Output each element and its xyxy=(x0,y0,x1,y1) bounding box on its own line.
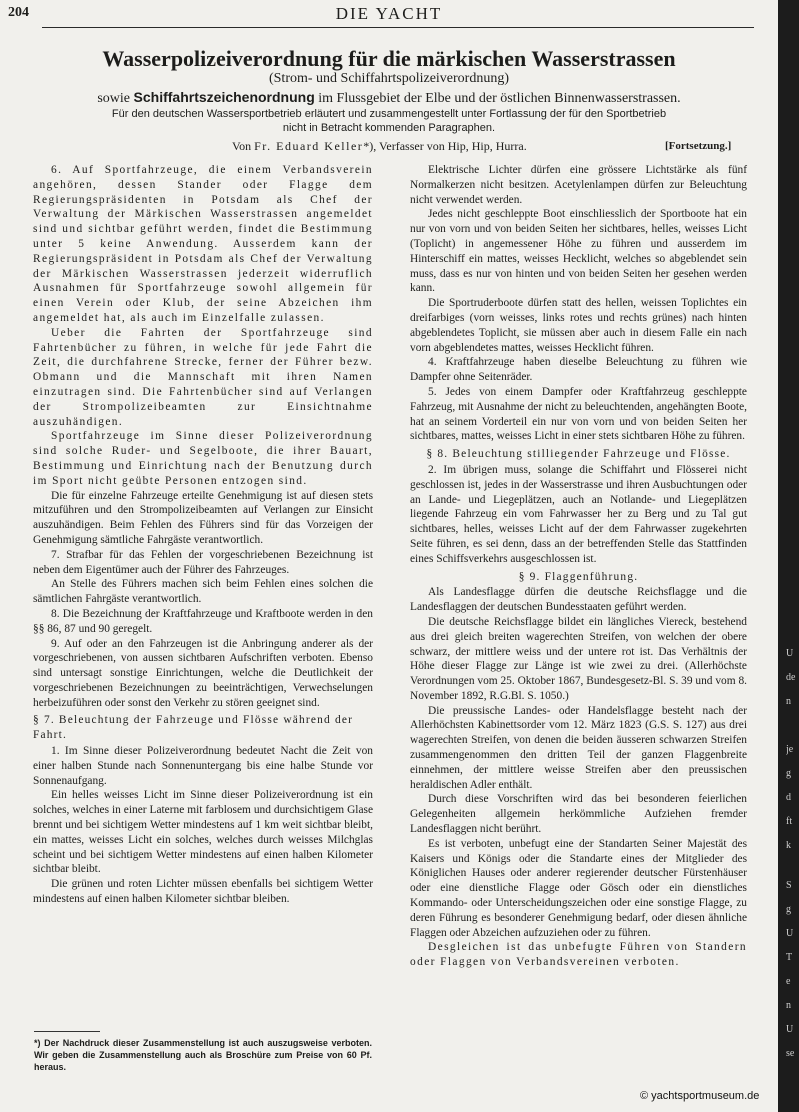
footnote-rule xyxy=(34,1031,100,1032)
paragraph: Es ist verboten, unbefugt eine der Standarten Seiner Majestät des Kaisers und Königs oder die Standarte eines der Mitglieder des Königlichen Hauses oder anderer regierender deutscher Fürstenhäuser oder eine dienstliche Flagge oder Gösch oder ein dienstliches Kommando- oder Unterscheidungszeichen oder eine sonstige Flagge, zu deren Führung es besonderer Genehmigung bedarf, oder diesen ähnliche Flaggen oder Abzeichen aufzuziehen oder zu führen. xyxy=(410,837,747,939)
section-heading: § 7. Beleuchtung der Fahrzeuge und Flösse während der Fahrt. xyxy=(33,714,354,742)
bleed-fragment: k xyxy=(786,840,791,851)
paragraph: Als Landesflagge dürfen die deutsche Reichsflagge und die Landesflaggen der deutschen Bundesstaaten geführt werden. xyxy=(410,586,747,614)
author-suffix: *), Verfasser von Hip, Hip, Hurra. xyxy=(363,139,527,153)
paragraph: Die grünen und roten Lichter müssen ebenfalls bei sichtigem Wetter mindestens auf einen halben Kilometer sichtbar bleiben. xyxy=(33,878,373,906)
paragraph: Jedes nicht geschleppte Boot einschliesslich der Sportboote hat ein nur von vorn und von beiden Seiten her sichtbares, helles, weisses Licht (Toplicht) in angemessener Höhe zu führen und ausserdem im Hinterschiff ein mattes, weisses Hecklicht, welches so abgeblendet sein muss, dass es nur von hinten und von beiden Seiten her gesehen werden kann. xyxy=(410,208,747,295)
bleed-fragment: U xyxy=(786,1024,794,1035)
bleed-fragment: de xyxy=(786,672,796,683)
paragraph: Desgleichen ist das unbefugte Führen von Standern oder Flaggen von Verbandsvereinen verboten. xyxy=(410,941,747,969)
article-title: Wasserpolizeiverordnung für die märkischen Wasserstrassen xyxy=(102,46,676,71)
continuation-label: [Fortsetzung.] xyxy=(665,140,732,152)
paragraph: Ueber die Fahrten der Sportfahrzeuge sind Fahrtenbücher zu führen, in welche für jede Fahrt die Zeit, die durchfahrene Strecke, ferner der Führer bezw. Obmann und die Mannschaft mit ihren Namen einzutragen sind. Die Fahrtenbücher sind auf Verlangen der Strompolizeibeamten zur Einsichtnahme auszuhändigen. xyxy=(33,326,373,428)
paragraph: Die preussische Landes- oder Handelsflagge besteht nach der Allerhöchsten Kabinettsorder vom 12. März 1823 (G.S. S. 127) aus drei wagerechten Streifen, von denen die beiden äusseren schwarzen Streifen zusammengenommen den dritten Teil der ganzen Flaggenbreite einnehmen, der mittlere weisse Streifen aber den preussischen heraldischen Adler enthält. xyxy=(410,704,747,791)
editorial-note-2: nicht in Betracht kommenden Paragraphen. xyxy=(282,122,496,134)
paragraph: 1. Im Sinne dieser Polizeiverordnung bedeutet Nacht die Zeit von einer halben Stunde nach Sonnenuntergang bis eine halbe Stunde vor Sonnenaufgang. xyxy=(33,745,373,787)
right-column xyxy=(410,163,747,970)
paragraph: An Stelle des Führers machen sich beim Fehlen eines solchen die sämtlichen Fahrgäste verantwortlich. xyxy=(33,578,373,606)
left-column xyxy=(33,163,373,907)
footnote: *) Der Nachdruck dieser Zusammenstellung ist auch auszugsweise verboten. Wir geben die Zusammenstellung auch als Broschüre zum Preise von 60 Pf. heraus. xyxy=(34,1038,372,1072)
editorial-note: Für den deutschen Wassersportbetrieb erläutert und zusammengestellt unter Fortlassung der für den Sportbetrieb xyxy=(111,108,667,120)
bleed-fragment: se xyxy=(786,1048,795,1059)
paragraph: Elektrische Lichter dürfen eine grössere Lichtstärke als fünf Normalkerzen nicht besitzen. Acetylenlampen dürfen zur Beleuchtung nicht verwendet werden. xyxy=(410,164,747,206)
bleed-fragment: ft xyxy=(786,816,793,827)
subtitle-bold: Schiffahrtszeichenordnung xyxy=(133,89,315,105)
header-rule xyxy=(42,27,754,28)
author-prefix: Von xyxy=(232,139,255,153)
paragraph: Durch diese Vorschriften wird das bei besonderen feierlichen Gelegenheiten allgemein herkömmliche Aufziehen fremder Landesflaggen nicht berührt. xyxy=(410,793,747,836)
watermark: © yachtsportmuseum.de xyxy=(640,1090,760,1102)
page-number: 204 xyxy=(8,5,29,20)
bleed-fragment: n xyxy=(786,1000,791,1011)
bleed-fragment: g xyxy=(786,768,791,779)
paragraph: Die deutsche Reichsflagge bildet ein längliches Viereck, bestehend aus drei gleich breiten wagerechten Streifen, von welchen der obere schwarz, der mittlere weiss und der untere rot ist. Das Verhältnis der Höhe dieser Flagge zur Länge ist wie zwei zu drei. (Allerhöchste Verordnungen vom 25. Oktober 1867, Bundesgesetz-Bl. S. 39 und vom 8. November 1892, R.G.Bl. S. 1050.) xyxy=(410,615,747,702)
paragraph: 7. Strafbar für das Fehlen der vorgeschriebenen Bezeichnung ist neben dem Eigentümer auch der Führer des Fahrzeuges. xyxy=(33,548,373,576)
paragraph: 4. Kraftfahrzeuge haben dieselbe Beleuchtung zu führen wie Dampfer ohne Seitenräder. xyxy=(410,356,747,384)
paragraph: Die Sportruderboote dürfen statt des hellen, weissen Toplichtes ein dreifarbiges (vorn weisses, links rotes und rechts grünes) nach hinten abgeblendetes Toplicht, sie müssen aber auch in diesem Falle ein nach vorn abgeblendetes mattes, weisses Hecklicht führen. xyxy=(410,297,747,354)
section-heading: § 9. Flaggenführung. xyxy=(518,570,639,583)
bleed-fragment: je xyxy=(786,744,794,755)
paragraph: Ein helles weisses Licht im Sinne dieser Polizeiverordnung ist ein solches, welches in einer Laterne mit farblosem und durchsichtigem Glase brennt und bei sichtigem Wetter mindestens auf 1 km weit sichtbar bleibt, ein mattes, weisses Licht ein solches, welches durch weisses Milchglas scheint und bei sichtigem Wetter mindestens auf einen halben Kilometer sichtbar bleibt. xyxy=(33,789,373,876)
bleed-fragment: g xyxy=(786,904,791,915)
bleed-fragment: d xyxy=(786,792,791,803)
book-spine-shadow xyxy=(778,0,799,1112)
section-heading: § 8. Beleuchtung stilliegender Fahrzeuge und Flösse. xyxy=(426,448,731,461)
bleed-fragment: n xyxy=(786,696,791,707)
paragraph: Sportfahrzeuge im Sinne dieser Polizeiverordnung sind solche Ruder- und Segelboote, die ihrer Bauart, Bestimmung und Einrichtung nach der Benutzung durch im Sport nicht geübte Personen entzogen sind. xyxy=(33,430,373,487)
paragraph: 6. Auf Sportfahrzeuge, die einem Verbandsverein angehören, dessen Stander oder Flagge dem Regierungspräsidenten in Potsdam als Chef der Verwaltung der Märkischen Wasserstrassen angemeldet sind und sichtbar geführt werden, findet die Bestimmung unter 5 keine Anwendung. Ausserdem kann der Regierungspräsident in Potsdam als Chef der Verwaltung der Märkischen Wasserstrassen jederzeit widerruflich Ausnahmen für Sportfahrzeuge sowohl allgemein für einen Verein oder Klub, der seine Abzeichen ihm angemeldet hat, als auch im Einzelfalle zulassen. xyxy=(33,164,373,324)
bleed-fragment: e xyxy=(786,976,791,987)
bleed-fragment: U xyxy=(786,648,794,659)
article-subtitle-2 xyxy=(0,89,778,107)
author-name: Fr. Eduard Keller xyxy=(254,139,364,153)
paragraph: 8. Die Bezeichnung der Kraftfahrzeuge und Kraftboote werden in den §§ 86, 87 und 90 geregelt. xyxy=(33,607,373,635)
running-title: DIE YACHT xyxy=(335,4,443,23)
bleed-fragment: T xyxy=(786,952,793,963)
author-line xyxy=(232,139,527,154)
bleed-fragment: U xyxy=(786,928,794,939)
article-subtitle: (Strom- und Schiffahrtspolizeiverordnung) xyxy=(268,71,510,86)
paragraph: 5. Jedes von einem Dampfer oder Kraftfahrzeug geschleppte Fahrzeug, mit Ausnahme der nicht zu beleuchtenden, angehängten Boote, hat an seinem Vorderteil ein nur von vorn und von beiden Seiten her sichtbares, mattes, weisses Licht in einer stets sichtbaren Höhe zu führen. xyxy=(410,385,747,443)
paragraph: 9. Auf oder an den Fahrzeugen ist die Anbringung anderer als der vorgeschriebenen, von aussen sichtbaren Aufschriften verboten. Ebenso sind untersagt sonstige Einrichtungen, welche die Deutlichkeit der vorgeschriebenen Bezeichnungen zu beeinträchtigen, Verwechselungen herbeizuführen oder sonst den Verkehr zu stören geeignet sind. xyxy=(33,637,373,709)
subtitle-suffix: im Flussgebiet der Elbe und der östlichen Binnenwasserstrassen. xyxy=(314,91,681,106)
bleed-fragment: S xyxy=(786,880,792,891)
paragraph: 2. Im übrigen muss, solange die Schiffahrt und Flösserei nicht geschlossen ist, jedes in der Wasserstrasse und ihren Ausbuchtungen oder an Lande- und Liegeplätzen, auch an Notlande- und Liegeplätzen liegende Fahrzeug ein vom Fahrwasser her zu Berg und zu Tal gut sichtbares, helles, weisses Licht auf der dem Fahrwasser zugekehrten Seite führen, es sei denn, dass an der betreffenden Stelle das Stattfinden eines Schiffsverkehrs ausgeschlossen ist. xyxy=(410,463,747,565)
paragraph: Die für einzelne Fahrzeuge erteilte Genehmigung ist auf diesen stets mitzuführen und den Strompolizeibeamten auf Verlangen zur Einsicht auszuhändigen. Beim Fehlen des Führers sind für das Vorzeigen der Genehmigung sämtliche Fahrgäste verantwortlich. xyxy=(33,489,373,546)
subtitle-prefix: sowie xyxy=(97,91,134,106)
